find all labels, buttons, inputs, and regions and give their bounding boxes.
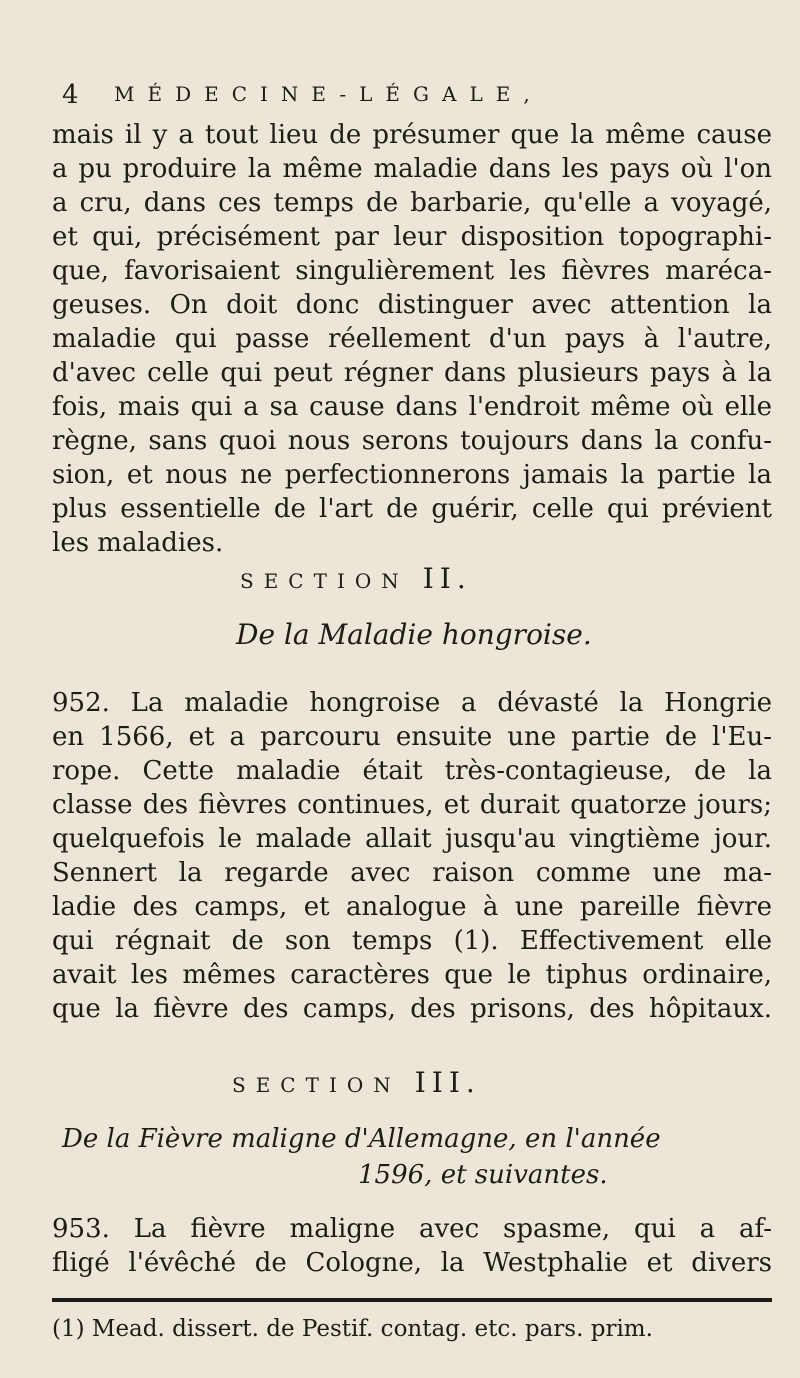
section-label: SECTION [232,1073,401,1097]
text-line: fois, mais qui a sa cause dans l'endroit même où elle [52,392,772,422]
paragraph-952 [52,686,772,1026]
text-line: quelquefois le malade allait jusqu'au vingtième jour. [52,824,772,854]
text-line: qui régnait de son temps (1). Effectivement elle [52,926,772,956]
section-title-2: De la Maladie hongroise. [236,618,592,651]
text-line: que, favorisaient singulièrement les fièvres maréca- [52,256,772,286]
text-line: règne, sans quoi nous serons toujours dans la confu- [52,426,772,456]
intro-paragraph [52,118,772,560]
text-line: plus essentielle de l'art de guérir, celle qui prévient [52,494,772,524]
text-line: et qui, précisément par leur disposition topographi- [52,222,772,252]
text-line: mais il y a tout lieu de présumer que la même cause [52,120,772,150]
text-line: fligé l'évêché de Cologne, la Westphalie et divers [52,1248,772,1278]
text-line: d'avec celle qui peut régner dans plusieurs pays à la [52,358,772,388]
running-head [62,78,702,118]
text-line: classe des fièvres continues, et durait quatorze jours; [52,790,772,820]
section-title-3-line-2: 1596, et suivantes. [358,1160,608,1190]
page-number: 4 [62,80,79,110]
text-line: a cru, dans ces temps de barbarie, qu'elle a voyagé, [52,188,772,218]
section-heading-2 [240,562,472,595]
footnote: (1) Mead. dissert. de Pestif. contag. etc. pars. prim. [52,1316,653,1342]
text-line: en 1566, et a parcouru ensuite une partie de l'Eu- [52,722,772,752]
text-line: 952. La maladie hongroise a dévasté la Hongrie [52,688,772,718]
text-line: maladie qui passe réellement d'un pays à l'autre, [52,324,772,354]
text-line: sion, et nous ne perfectionnerons jamais la partie la [52,460,772,490]
text-line: rope. Cette maladie était très-contagieuse, de la [52,756,772,786]
text-line: Sennert la regarde avec raison comme une ma- [52,858,772,888]
section-heading-3 [232,1066,481,1099]
section-title-3-line-1: De la Fièvre maligne d'Allemagne, en l'année [62,1124,661,1154]
text-line: a pu produire la même maladie dans les pays où l'on [52,154,772,184]
running-title: MÉDECINE-LÉGALE, [114,82,543,106]
text-line: les maladies. [52,528,224,558]
section-number: III. [414,1066,481,1099]
text-line: que la fièvre des camps, des prisons, des hôpitaux. [52,994,772,1024]
section-label: SECTION [240,569,409,593]
paragraph-953 [52,1212,772,1280]
section-number: II. [422,562,472,595]
text-line: avait les mêmes caractères que le tiphus ordinaire, [52,960,772,990]
text-line: ladie des camps, et analogue à une pareille fièvre [52,892,772,922]
footnote-rule [52,1298,772,1302]
text-line: geuses. On doit donc distinguer avec attention la [52,290,772,320]
text-line: 953. La fièvre maligne avec spasme, qui a af- [52,1214,772,1244]
